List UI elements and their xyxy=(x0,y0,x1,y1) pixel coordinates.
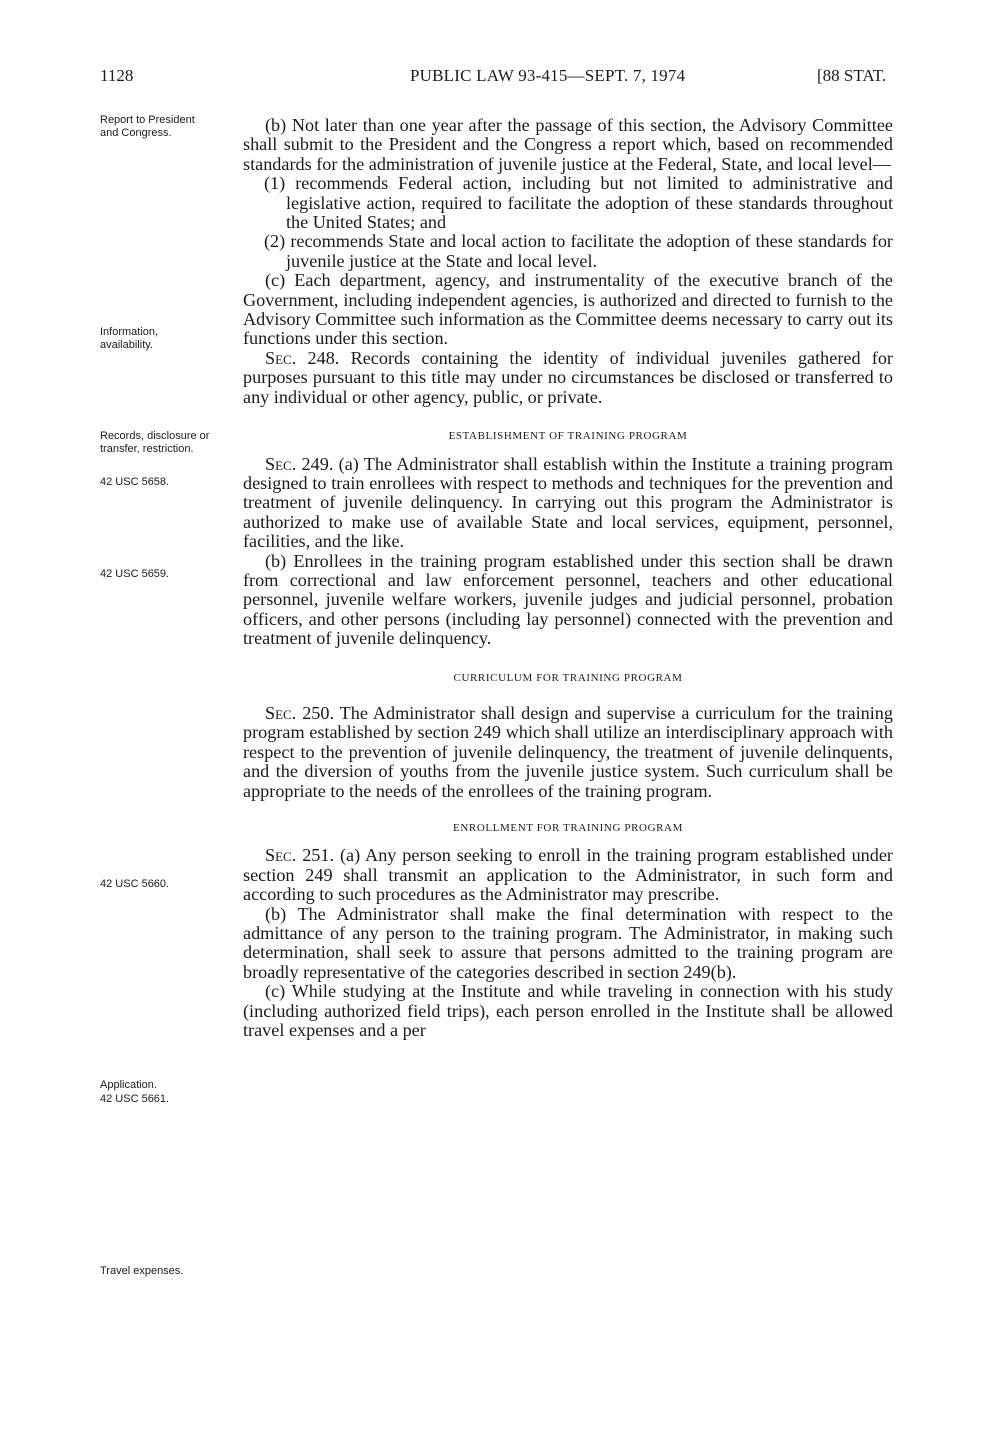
running-title: PUBLIC LAW 93-415—SEPT. 7, 1974 xyxy=(410,66,686,85)
section-250-text: The Administrator shall design and supervise a curriculum for the training program established by section 249 which shall utilize an interdisciplinary approach with respect to the prevention of juvenile delinquency, the treatment of juvenile delinquents, and the diversion of youths from the juvenile justice system. Such curriculum shall be appropriate to the needs of the enrollees of the training program. xyxy=(243,702,893,801)
section-248 xyxy=(243,349,893,407)
statute-reference: [88 STAT. xyxy=(817,66,887,85)
margin-note-travel: Travel expenses. xyxy=(100,1265,184,1277)
margin-note-usc-5659: 42 USC 5659. xyxy=(100,568,170,580)
document-body xyxy=(243,116,893,1040)
section-251-a-text: (a) Any person seeking to enroll in the training program established under section 249 shall transmit an application to the Administrator, in such form and according to such procedures as the Administrator may prescribe. xyxy=(243,845,893,905)
paragraph-c: (c) Each department, agency, and instrumentality of the executive branch of the Government, including independent agencies, is authorized and directed to furnish to the Advisory Committee such information as the Committee deems necessary to carry out its functions under this section. xyxy=(243,270,893,349)
heading-curriculum: CURRICULUM FOR TRAINING PROGRAM xyxy=(453,671,683,684)
section-250 xyxy=(243,704,893,801)
page-header xyxy=(0,66,983,96)
margin-note-usc-5660: 42 USC 5660. xyxy=(100,878,170,890)
section-249-a xyxy=(243,455,893,552)
margin-note-information: Information, availability. xyxy=(100,326,159,351)
paragraph-b: (b) Not later than one year after the passage of this section, the Advisory Committee shall submit to the President and the Congress a report which, based on recommended standards for the administration of juvenile justice at the Federal, State, and local level— xyxy=(243,115,893,174)
section-249-b: (b) Enrollees in the training program established under this section shall be drawn from correctional and law enforcement personnel, teachers and other educational personnel, juvenile welfare workers, juvenile judges and judicial personnel, probation officers, and other persons (including lay personnel) connected with the prevention and treatment of juvenile delinquency. xyxy=(243,550,893,649)
margin-note-records: Records, disclosure or transfer, restriction. xyxy=(100,430,210,455)
section-251-b: (b) The Administrator shall make the final determination with respect to the admittance of any person to the training program. The Administrator, in making such determination, shall seek to assure that persons admitted to the training program are broadly representative of the categories described in section 249(b). xyxy=(243,903,893,982)
list-item-2: (2) recommends State and local action to facilitate the adoption of these standards for juvenile justice at the State and local level. xyxy=(264,231,893,271)
section-248-text: Records containing the identity of individual juveniles gathered for purposes pursuant to this title may under no circumstances be disclosed or transferred to any individual or other agency, public, or private. xyxy=(243,347,893,407)
section-251-label: Sec. 251. xyxy=(265,845,335,866)
section-250-label: Sec. 250. xyxy=(265,702,335,723)
margin-note-application: Application. xyxy=(100,1079,157,1091)
section-249-a-text: (a) The Administrator shall establish within the Institute a training program designed to train enrollees with respect to methods and techniques for the prevention and treatment of juvenile delinquency. In carrying out this program the Administrator is authorized to make use of available State and local services, equipment, personnel, facilities, and the like. xyxy=(243,453,893,552)
page-number: 1128 xyxy=(100,66,134,85)
section-251-a xyxy=(243,846,893,904)
section-249-label: Sec. 249. xyxy=(265,453,334,474)
heading-enrollment: ENROLLMENT FOR TRAINING PROGRAM xyxy=(453,822,683,834)
margin-note-report: Report to President and Congress. xyxy=(100,114,195,139)
heading-establishment: ESTABLISHMENT OF TRAINING PROGRAM xyxy=(448,430,688,443)
section-248-label: Sec. 248. xyxy=(265,347,340,368)
list-item-1: (1) recommends Federal action, including but not limited to administrative and legislative action, required to facilitate the adoption of these standards throughout the United States; and xyxy=(264,173,893,233)
section-251-c: (c) While studying at the Institute and while traveling in connection with his study (including authorized field trips), each person enrolled in the Institute shall be allowed travel expenses and a per xyxy=(243,981,893,1041)
margin-note-records-usc: 42 USC 5658. xyxy=(100,476,170,488)
margin-note-application-usc: 42 USC 5661. xyxy=(100,1093,170,1105)
